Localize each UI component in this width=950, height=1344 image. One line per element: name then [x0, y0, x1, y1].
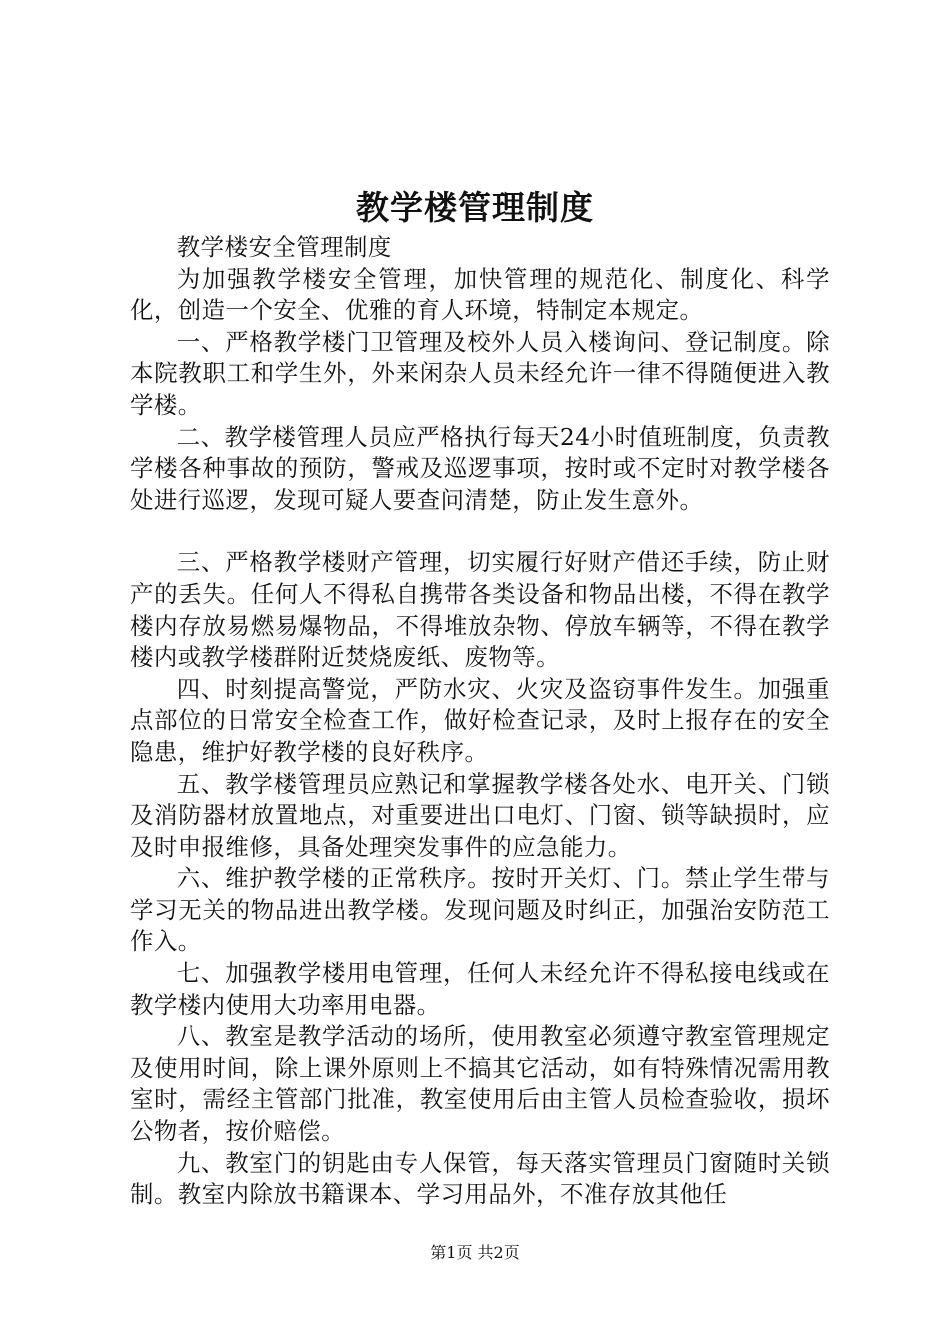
paragraph-rule-4: 四、时刻提高警觉，严防水灾、火灾及盗窃事件发生。加强重点部位的日常安全检查工作，做好检查记录，及时上报存在的安全隐患，维护好教学楼的良好秩序。: [130, 674, 830, 766]
paragraph-rule-7: 七、加强教学楼用电管理，任何人未经允许不得私接电线或在教学楼内使用大功率用电器。: [130, 959, 830, 1019]
section-heading: 教学楼安全管理制度: [176, 233, 392, 261]
paragraph-rule-9: 九、教室门的钥匙由专人保管，每天落实管理员门窗随时关锁制。教室内除放书籍课本、学习用品外，不准存放其他任: [130, 1148, 830, 1209]
page-number-footer: 第1页 共2页: [430, 1243, 520, 1262]
document-body: [130, 232, 830, 1211]
paragraph-rule-2: 二、教学楼管理人员应严格执行每天24小时值班制度，负责教学楼各种事故的预防，警戒及巡逻事项，按时或不定时对教学楼各处进行巡逻，发现可疑人要查问清楚，防止发生意外。: [130, 422, 830, 514]
paragraph-rule-8: 八、教室是教学活动的场所，使用教室必须遵守教室管理规定及使用时间，除上课外原则上不搞其它活动，如有特殊情况需用教室时，需经主管部门批准，教室使用后由主管人员检查验收，损坏公物者，按价赔偿。: [130, 1022, 830, 1146]
paragraph-rule-1: 一、严格教学楼门卫管理及校外人员入楼询问、登记制度。除本院教职工和学生外，外来闲杂人员未经允许一律不得随便进入教学楼。: [130, 327, 830, 419]
paragraph-intro: 为加强教学楼安全管理，加快管理的规范化、制度化、科学化，创造一个安全、优雅的育人环境，特制定本规定。: [130, 264, 830, 325]
paragraph-rule-5: 五、教学楼管理员应熟记和掌握教学楼各处水、电开关、门锁及消防器材放置地点，对重要进出口电灯、门窗、锁等缺损时，应及时申报维修，具备处理突发事件的应急能力。: [130, 769, 830, 861]
paragraph-rule-6: 六、维护教学楼的正常秩序。按时开关灯、门。禁止学生带与学习无关的物品进出教学楼。发现问题及时纠正，加强治安防范工作入。: [130, 864, 830, 956]
paragraph-rule-3: 三、严格教学楼财产管理，切实履行好财产借还手续，防止财产的丢失。任何人不得私自携带各类设备和物品出楼，不得在教学楼内存放易燃易爆物品，不得堆放杂物、停放车辆等，不得在教学楼内或教学楼群附近焚烧废纸、废物等。: [130, 548, 830, 672]
document-title: 教学楼管理制度: [356, 188, 594, 227]
